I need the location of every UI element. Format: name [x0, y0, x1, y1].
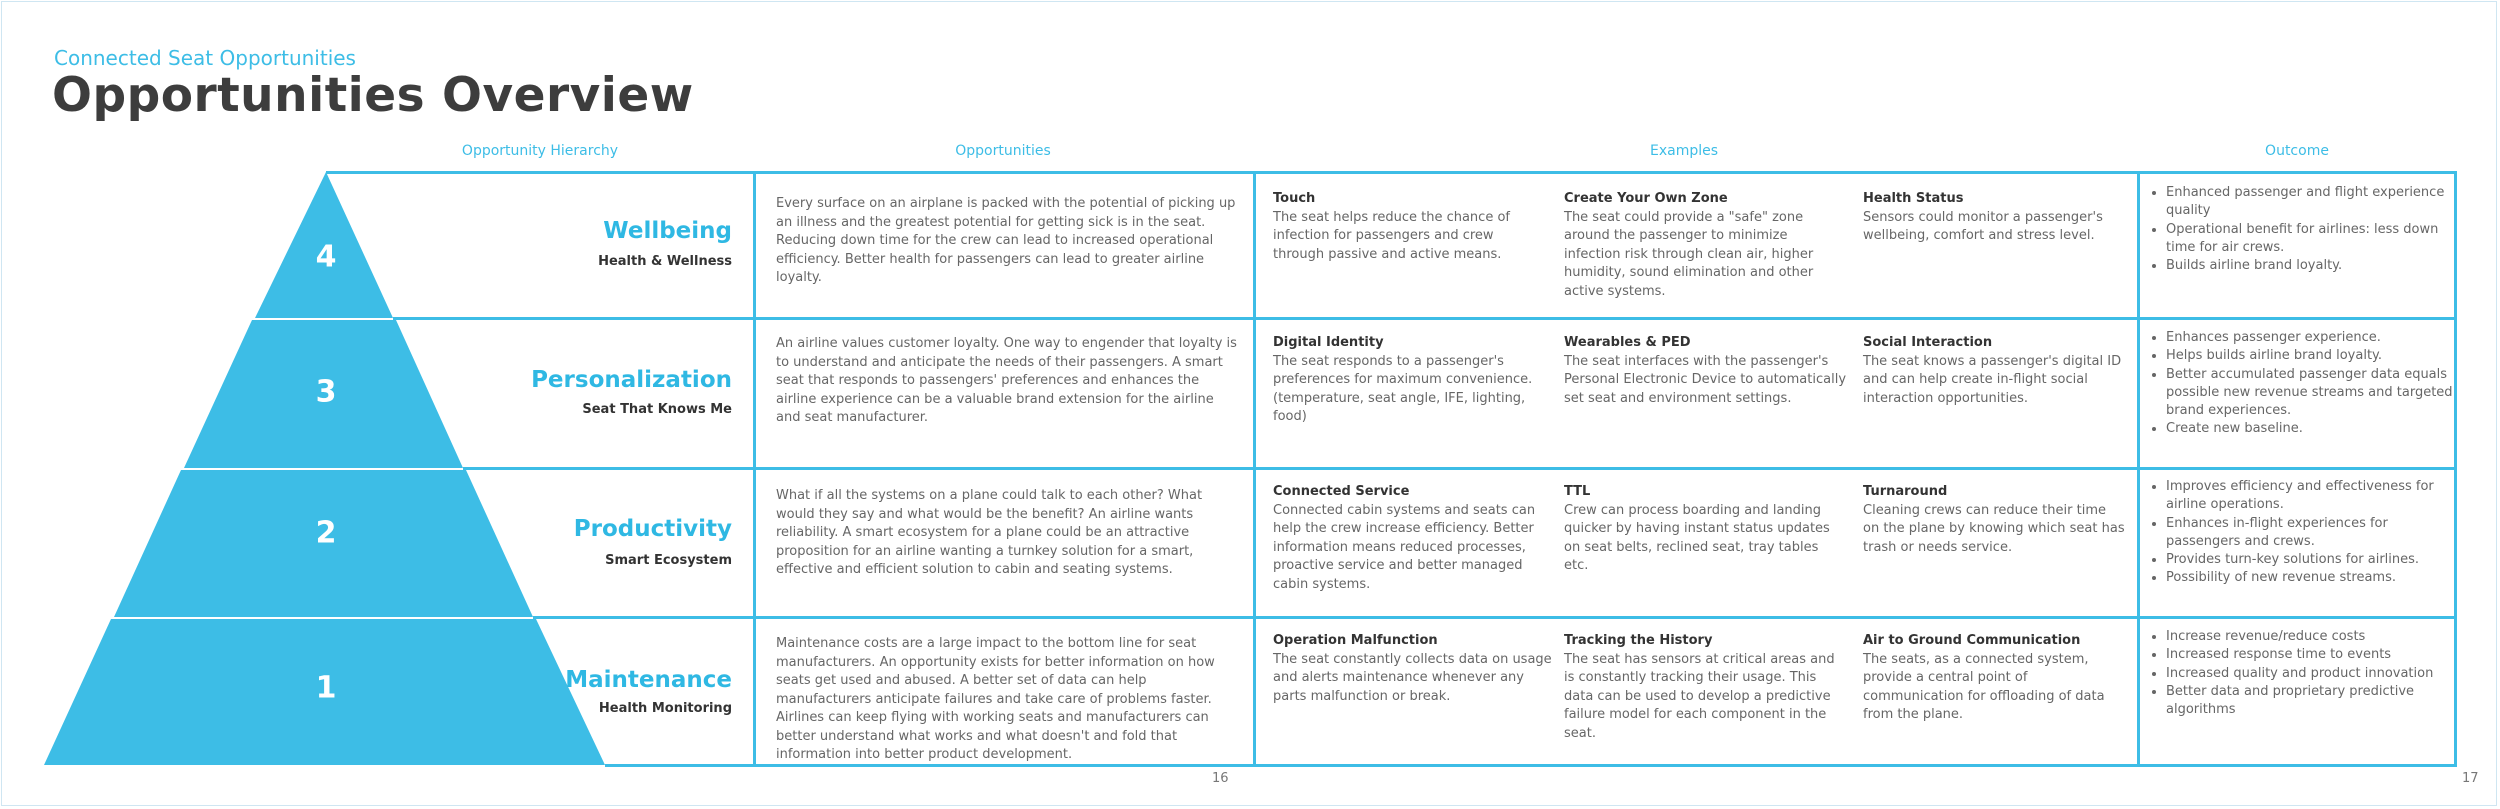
- example-item: [1863, 483, 2125, 557]
- tier-name: Maintenance: [565, 667, 732, 693]
- outcome-list: [2148, 478, 2456, 588]
- example-title: Social Interaction: [1863, 335, 1993, 350]
- column-header-examples: Examples: [1649, 143, 1719, 159]
- tier-subtitle: Seat That Knows Me: [582, 402, 732, 417]
- tier-subtitle: Health & Wellness: [598, 254, 732, 269]
- example-title: Connected Service: [1273, 484, 1410, 499]
- example-item: [1273, 190, 1543, 264]
- example-title: Turnaround: [1863, 484, 1948, 499]
- example-text: Cleaning crews can reduce their time on the plane by knowing which seat has trash or needs service.: [1863, 502, 2125, 555]
- example-title: Air to Ground Communication: [1863, 633, 2081, 648]
- example-item: [1273, 334, 1543, 427]
- tier-subtitle: Smart Ecosystem: [605, 553, 732, 568]
- page-title: Opportunities Overview: [52, 68, 694, 123]
- opportunity-description: Every surface on an airplane is packed with the potential of picking up an illness and the greatest potential for getting sick is in the seat. Reducing down time for the crew can lead to increased operational efficiency. Better health for passengers can lead to greater airline loyalty.: [776, 196, 1236, 285]
- example-item: [1564, 190, 1846, 301]
- tier-number: 2: [315, 515, 337, 551]
- example-title: Health Status: [1863, 191, 1964, 206]
- example-item: [1863, 334, 2125, 408]
- example-text: The seat responds to a passenger's preferences for maximum convenience. (temperature, seat angle, IFE, lighting, food): [1273, 353, 1533, 424]
- example-item: [1564, 483, 1846, 576]
- example-text: The seat constantly collects data on usage and alerts maintenance whenever any parts malfunction or break.: [1273, 651, 1552, 704]
- example-item: [1273, 483, 1553, 594]
- opportunity-description: Maintenance costs are a large impact to the bottom line for seat manufacturers. An opportunity exists for better information on how seats get used and abused. A better set of data can help manufacturers anticipate failures and take care of problems faster. Airlines can keep flying with working seats and manufacturers can better understand what works and what doesn't and fold that information into better product development.: [776, 636, 1215, 762]
- example-title: Operation Malfunction: [1273, 633, 1438, 648]
- outcome-item: • Increased response time to events: [2166, 646, 2456, 664]
- tier-number: 3: [315, 374, 337, 410]
- outcome-list: [2148, 184, 2456, 275]
- outcome-item: • Provides turn-key solutions for airlines.: [2166, 551, 2456, 569]
- example-title: TTL: [1564, 484, 1591, 499]
- example-text: Crew can process boarding and landing quicker by having instant status updates on seat belts, reclined seat, tray tables etc.: [1564, 502, 1830, 573]
- tier-name: Personalization: [531, 367, 732, 393]
- grid-row-divider-1: [393, 317, 2456, 320]
- example-item: [1863, 190, 2125, 246]
- outcome-item: • Create new baseline.: [2166, 420, 2456, 438]
- grid-col-divider-examples: [1253, 171, 1256, 767]
- example-text: The seat has sensors at critical areas and is constantly tracking their usage. This data can be used to develop a predictive failure model for each component in the seat.: [1564, 651, 1835, 741]
- outcome-item: • Increased quality and product innovation: [2166, 665, 2456, 683]
- outcome-item: • Better data and proprietary predictive algorithms: [2166, 683, 2456, 720]
- example-item: [1564, 632, 1846, 743]
- example-text: The seat helps reduce the chance of infection for passengers and crew through passive and active means.: [1273, 209, 1510, 262]
- example-title: Digital Identity: [1273, 335, 1384, 350]
- page-number-left: 16: [1212, 771, 1229, 786]
- example-text: The seat interfaces with the passenger's Personal Electronic Device to automatically set seat and environment settings.: [1564, 353, 1847, 406]
- outcome-item: • Better accumulated passenger data equals possible new revenue streams and targeted brand experiences.: [2166, 366, 2456, 421]
- opportunity-description: An airline values customer loyalty. One way to engender that loyalty is to understand and anticipate the needs of their passengers. A smart seat that responds to passengers' preferences and enhances the airline experience can be a valuable brand extension for the airline and seat manufacturer.: [776, 336, 1237, 425]
- tier-number: 1: [315, 670, 337, 706]
- outcome-item: • Increase revenue/reduce costs: [2166, 628, 2456, 646]
- outcome-item: • Possibility of new revenue streams.: [2166, 569, 2456, 587]
- tier-number: 4: [315, 239, 337, 275]
- example-title: Tracking the History: [1564, 633, 1713, 648]
- example-text: The seat could provide a "safe" zone around the passenger to minimize infection risk through clean air, higher humidity, sound elimination and other active systems.: [1564, 209, 1814, 299]
- outcome-item: • Enhances passenger experience.: [2166, 329, 2456, 347]
- example-text: Connected cabin systems and seats can help the crew increase efficiency. Better information means reduced processes, proactive service and better managed cabin systems.: [1273, 502, 1536, 592]
- tier-subtitle: Health Monitoring: [598, 701, 732, 716]
- outcome-item: • Helps builds airline brand loyalty.: [2166, 347, 2456, 365]
- column-header-opportunities: Opportunities: [955, 143, 1051, 159]
- outcome-item: • Builds airline brand loyalty.: [2166, 257, 2456, 275]
- example-text: The seat knows a passenger's digital ID and can help create in-flight social interaction opportunities.: [1863, 353, 2122, 406]
- outcome-item: • Enhances in-flight experiences for passengers and crews.: [2166, 515, 2456, 552]
- example-item: [1863, 632, 2125, 725]
- outcome-list: [2148, 628, 2456, 719]
- grid-col-divider-opportunities: [753, 171, 756, 767]
- outcome-item: • Improves efficiency and effectiveness for airline operations.: [2166, 478, 2456, 515]
- opportunity-description: What if all the systems on a plane could talk to each other? What would they say and what would be the benefit? An airline wants reliability. A smart ecosystem for a plane could be an attractive proposition for an airline wanting a turnkey solution for a smart, effective and efficient solution to cabin and seating systems.: [776, 488, 1203, 577]
- grid-row-divider-3: [533, 616, 2456, 619]
- example-item: [1564, 334, 1846, 408]
- example-text: Sensors could monitor a passenger's wellbeing, comfort and stress level.: [1863, 209, 2103, 243]
- page-number-right: 17: [2462, 771, 2479, 786]
- page-subtitle: Connected Seat Opportunities: [54, 46, 356, 70]
- outcome-item: • Operational benefit for airlines: less down time for air crews.: [2166, 221, 2456, 258]
- column-header-outcome: Outcome: [2265, 143, 2329, 159]
- example-title: Create Your Own Zone: [1564, 191, 1728, 206]
- outcome-list: [2148, 329, 2456, 439]
- column-header-hierarchy: Opportunity Hierarchy: [461, 143, 619, 159]
- example-item: [1273, 632, 1558, 706]
- tier-name: Productivity: [573, 516, 732, 542]
- example-title: Wearables & PED: [1564, 335, 1691, 350]
- grid-row-divider-2: [463, 467, 2456, 470]
- outcome-item: • Enhanced passenger and flight experience quality: [2166, 184, 2456, 221]
- example-text: The seats, as a connected system, provide a central point of communication for offloading of data from the plane.: [1863, 651, 2105, 722]
- example-title: Touch: [1273, 191, 1316, 206]
- grid-col-divider-outcome: [2137, 171, 2140, 767]
- tier-name: Wellbeing: [603, 218, 732, 244]
